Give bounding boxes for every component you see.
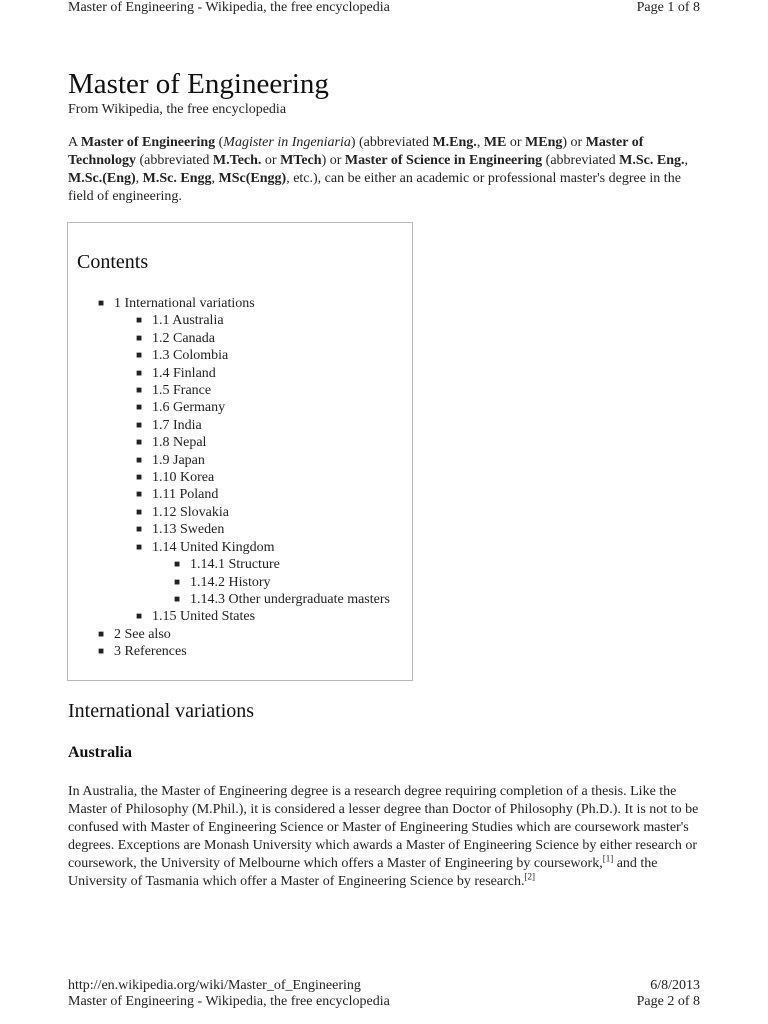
term-master-of-science-in-engineering: Master of Science in Engineering bbox=[344, 153, 543, 168]
toc-item-1-14-united-kingdom bbox=[136, 539, 390, 556]
bullet-icon: ■ bbox=[174, 576, 181, 588]
bullet-icon: ■ bbox=[136, 541, 143, 553]
reference-link-2[interactable]: [2] bbox=[524, 871, 535, 882]
toc-link[interactable]: 2 See also bbox=[114, 626, 171, 642]
toc-item-1-2-canada bbox=[136, 330, 390, 347]
abbr-meng: MEng bbox=[525, 135, 563, 150]
toc-link[interactable]: 1.9 Japan bbox=[152, 452, 205, 468]
term-latin-name: Magister in Ingeniaria bbox=[223, 135, 351, 150]
bullet-icon: ■ bbox=[174, 593, 181, 605]
abbr-mtech-dot: M.Tech. bbox=[212, 153, 262, 168]
toc-link[interactable]: 1.7 India bbox=[152, 417, 202, 433]
toc-link[interactable]: 1.2 Canada bbox=[152, 330, 215, 346]
toc-link[interactable]: 1.1 Australia bbox=[152, 313, 224, 329]
toc-sublist bbox=[136, 556, 390, 608]
toc-item-1-14-2-history bbox=[174, 574, 390, 591]
bullet-icon: ■ bbox=[136, 385, 143, 397]
print-footer-url: http://en.wikipedia.org/wiki/Master_of_Engineering bbox=[68, 978, 361, 993]
print-footer-page-number: Page 2 of 8 bbox=[636, 994, 700, 1009]
bullet-icon: ■ bbox=[136, 611, 143, 623]
toc-link[interactable]: 1.6 Germany bbox=[152, 400, 226, 416]
toc-link[interactable]: 1.10 Korea bbox=[152, 470, 215, 486]
abbr-mtech: MTech bbox=[280, 153, 322, 168]
toc-link[interactable]: 1.14 United Kingdom bbox=[152, 539, 275, 555]
bullet-icon: ■ bbox=[136, 437, 143, 449]
toc-item-1-12-slovakia bbox=[136, 504, 390, 521]
toc-item-1-14-1-structure bbox=[174, 556, 390, 573]
abbr-msc-paren-engg: MSc(Engg) bbox=[218, 171, 287, 186]
toc-item-3-references bbox=[98, 643, 390, 660]
toc-link[interactable]: 1.14.3 Other undergraduate masters bbox=[190, 591, 390, 607]
term-master-of-engineering: Master of Engineering bbox=[80, 135, 216, 150]
abbr-msc-paren-eng: M.Sc.(Eng) bbox=[68, 171, 136, 186]
toc-title: Contents bbox=[77, 251, 149, 273]
toc-link[interactable]: 1.14.2 History bbox=[190, 574, 271, 590]
toc-item-1-8-nepal bbox=[136, 434, 390, 451]
toc-link[interactable]: 1 International variations bbox=[114, 296, 255, 311]
toc-item-1-5-france bbox=[136, 382, 390, 399]
toc-item-1-11-poland bbox=[136, 486, 390, 503]
toc-item-1-6-germany bbox=[136, 399, 390, 416]
bullet-icon: ■ bbox=[136, 419, 143, 431]
section-heading-international-variations: International variations bbox=[68, 700, 255, 722]
bullet-icon: ■ bbox=[136, 454, 143, 466]
bullet-icon: ■ bbox=[136, 350, 143, 362]
toc-link[interactable]: 3 References bbox=[114, 644, 187, 660]
toc-item-1-4-finland bbox=[136, 365, 390, 382]
toc-item-1-13-sweden bbox=[136, 521, 390, 538]
subsection-heading-australia: Australia bbox=[68, 744, 132, 761]
toc-item-1-14-3-other-undergraduate-masters bbox=[174, 591, 390, 608]
toc-link[interactable]: 1.15 United States bbox=[152, 609, 256, 625]
toc-list bbox=[98, 295, 390, 661]
australia-paragraph: In Australia, the Master of Engineering degree is a research degree requiring completion of a thesis. Like the Master of Philosophy (M.Phil.), it is considered a lesser degree than Doctor of Philosophy (Ph.D.). It is not to be confused with Master of Engineering Science or Master of Engineering Studies which are coursework master's degrees. Exceptions are Monash University which awards a Master of Engineering Science by either research or coursework, the University of Melbourne which offers a Master of Engineering by coursework,[1] and the University of Tasmania which offer a Master of Engineering Science by research.[2] bbox=[68, 784, 699, 889]
toc-item-1-3-colombia bbox=[136, 347, 390, 364]
toc-link[interactable]: 1.4 Finland bbox=[152, 365, 216, 381]
bullet-icon: ■ bbox=[136, 524, 143, 536]
page-title: Master of Engineering bbox=[68, 68, 329, 100]
toc-link[interactable]: 1.5 France bbox=[152, 383, 212, 399]
bullet-icon: ■ bbox=[136, 506, 143, 518]
abbr-me: ME bbox=[483, 135, 507, 150]
bullet-icon: ■ bbox=[98, 298, 105, 309]
bullet-icon: ■ bbox=[136, 489, 143, 501]
toc-link[interactable]: 1.3 Colombia bbox=[152, 348, 229, 364]
print-header-title: Master of Engineering - Wikipedia, the free encyclopedia bbox=[68, 0, 390, 15]
toc-item-2-see-also bbox=[98, 626, 390, 643]
bullet-icon: ■ bbox=[136, 472, 143, 484]
toc-item-1-1-australia bbox=[136, 312, 390, 329]
intro-paragraph: A Master of Engineering (Magister in Ingeniaria) (abbreviated M.Eng., ME or MEng) or Master of Technology (abbreviated M.Tech. or MTech) or Master of Science in Engineering (abbreviated M.Sc. Eng., M.Sc.(Eng), M.Sc. Engg, MSc(Engg), etc.), can be either an academic or professional master's degree in the field of engineering. bbox=[68, 135, 688, 204]
abbr-meng-dot: M.Eng. bbox=[432, 135, 477, 150]
bullet-icon: ■ bbox=[136, 332, 143, 344]
print-footer-title: Master of Engineering - Wikipedia, the free encyclopedia bbox=[68, 994, 390, 1009]
toc-link[interactable]: 1.13 Sweden bbox=[152, 522, 225, 538]
toc-link[interactable]: 1.11 Poland bbox=[152, 487, 219, 503]
bullet-icon: ■ bbox=[98, 628, 105, 640]
abbr-msc-engg: M.Sc. Engg bbox=[142, 171, 212, 186]
page-subtitle: From Wikipedia, the free encyclopedia bbox=[68, 102, 287, 117]
print-header-page-number: Page 1 of 8 bbox=[636, 0, 700, 15]
bullet-icon: ■ bbox=[136, 402, 143, 414]
toc-item-1-7-india bbox=[136, 417, 390, 434]
toc-sublist bbox=[98, 312, 390, 625]
bullet-icon: ■ bbox=[136, 315, 143, 327]
term-master-of-technology: Master of Technology bbox=[68, 135, 644, 168]
toc-item-1-international-variations bbox=[98, 295, 390, 312]
table-of-contents bbox=[67, 222, 413, 681]
abbr-msc-eng: M.Sc. Eng. bbox=[619, 153, 685, 168]
print-footer-date: 6/8/2013 bbox=[650, 978, 700, 993]
toc-link[interactable]: 1.8 Nepal bbox=[152, 435, 207, 451]
bullet-icon: ■ bbox=[136, 367, 143, 379]
reference-link-1[interactable]: [1] bbox=[602, 853, 614, 864]
bullet-icon: ■ bbox=[98, 646, 105, 658]
toc-item-1-15-united-states bbox=[136, 608, 390, 625]
toc-item-1-9-japan bbox=[136, 452, 390, 469]
bullet-icon: ■ bbox=[174, 559, 181, 571]
toc-item-1-10-korea bbox=[136, 469, 390, 486]
toc-link[interactable]: 1.12 Slovakia bbox=[152, 504, 229, 520]
toc-link[interactable]: 1.14.1 Structure bbox=[190, 557, 280, 573]
